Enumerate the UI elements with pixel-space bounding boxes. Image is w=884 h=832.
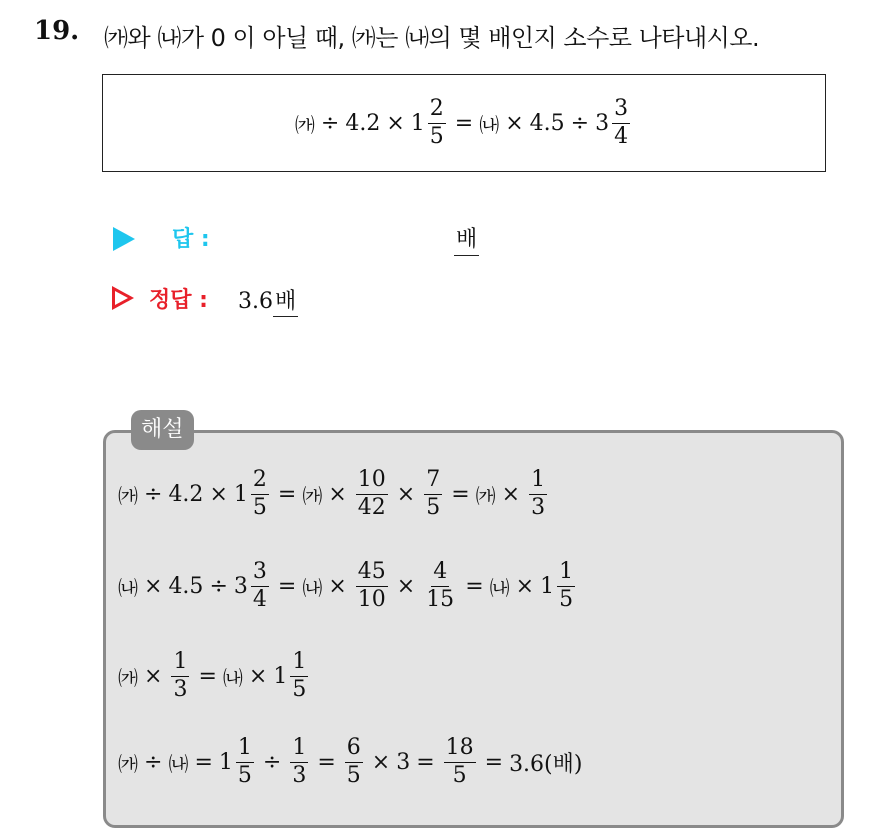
denominator: 3: [173, 676, 188, 702]
times-sign: ×: [371, 749, 391, 775]
mixed-whole: 1: [233, 481, 248, 507]
times-sign: ×: [501, 481, 521, 507]
fraction: [290, 650, 308, 701]
denominator: 5: [559, 586, 574, 612]
equals-sign: =: [465, 573, 484, 599]
denominator: 10: [357, 586, 386, 612]
number: 4.5: [168, 573, 204, 599]
equals-sign: =: [194, 749, 213, 775]
mixed-whole: 1: [218, 749, 233, 775]
denominator: 4: [252, 586, 267, 612]
question-text: ㈎와 ㈏가 0 이 아닐 때, ㈎는 ㈏의 몇 배인지 소수로 나타내시오.: [104, 24, 760, 52]
number: 4.2: [168, 481, 204, 507]
given-equation: [103, 75, 825, 171]
na-symbol: ㈏: [168, 751, 189, 776]
denominator: 5: [252, 494, 267, 520]
ga-symbol: ㈎: [475, 483, 496, 508]
denominator: 5: [292, 676, 307, 702]
numerator: 45: [356, 560, 388, 586]
equals-sign: =: [451, 481, 470, 507]
divide-sign: ÷: [144, 749, 163, 775]
correct-arrow-icon-inner: [115, 291, 128, 305]
number: 3: [396, 749, 411, 775]
number: 4.2: [345, 110, 381, 136]
ga-symbol: ㈎: [118, 483, 138, 508]
na-symbol: ㈏: [222, 665, 243, 690]
solution-line-2: [118, 556, 578, 616]
fraction: [356, 560, 388, 611]
numerator: 1: [290, 736, 308, 762]
denominator: 15: [426, 586, 455, 612]
fraction: [424, 560, 456, 611]
numerator: 18: [444, 736, 476, 762]
solution-line-1: [118, 464, 550, 524]
equals-sign: =: [277, 573, 297, 599]
numerator: 10: [356, 468, 388, 494]
denominator: 5: [346, 762, 361, 788]
denominator: 3: [531, 494, 546, 520]
correct-value: 3.6: [238, 289, 273, 314]
correct-answer: [238, 284, 298, 315]
na-symbol: ㈏: [479, 112, 500, 137]
times-sign: ×: [248, 663, 268, 689]
na-symbol: ㈏: [118, 575, 138, 600]
na-symbol: ㈏: [489, 575, 510, 600]
fraction: [290, 736, 308, 787]
numerator: 2: [428, 97, 446, 123]
fraction: [251, 468, 269, 519]
numerator: 2: [251, 468, 269, 494]
final-result: 3.6(배): [509, 751, 583, 777]
divide-sign: ÷: [320, 110, 340, 136]
divide-sign: ÷: [570, 110, 590, 136]
solution-line-3: [118, 646, 311, 706]
ga-symbol: ㈎: [118, 665, 138, 690]
mixed-whole: 1: [540, 573, 555, 599]
fraction: [612, 97, 630, 148]
fraction: [356, 468, 388, 519]
times-sign: ×: [144, 663, 163, 689]
fraction: [251, 560, 269, 611]
denominator: 5: [426, 494, 441, 520]
na-symbol: ㈏: [302, 575, 323, 600]
number: 4.5: [529, 110, 565, 136]
fraction: [444, 736, 476, 787]
fraction: [236, 736, 254, 787]
correct-unit: 배: [273, 289, 298, 317]
numerator: 1: [557, 560, 575, 586]
times-sign: ×: [396, 481, 416, 507]
numerator: 3: [251, 560, 269, 586]
denominator: 42: [357, 494, 386, 520]
equals-sign: =: [454, 110, 474, 136]
numerator: 3: [612, 97, 630, 123]
mixed-whole: 1: [273, 663, 288, 689]
ga-symbol: ㈎: [118, 751, 138, 776]
equals-sign: =: [317, 749, 336, 775]
divide-sign: ÷: [144, 481, 163, 507]
correct-label: 정답 :: [149, 288, 208, 313]
mixed-whole: 3: [595, 110, 610, 136]
denominator: 3: [292, 762, 307, 788]
ga-symbol: ㈎: [294, 112, 315, 137]
denominator: 4: [614, 123, 629, 149]
times-sign: ×: [396, 573, 416, 599]
solution-line-4: [118, 732, 582, 792]
solution-tab: 해설: [131, 410, 194, 450]
equals-sign: =: [416, 749, 435, 775]
numerator: 1: [236, 736, 254, 762]
ga-symbol: ㈎: [302, 483, 323, 508]
times-sign: ×: [144, 573, 163, 599]
numerator: 6: [345, 736, 363, 762]
equals-sign: =: [277, 481, 297, 507]
times-sign: ×: [515, 573, 535, 599]
fraction: [171, 650, 189, 701]
times-sign: ×: [209, 481, 228, 507]
answer-arrow-icon: [113, 227, 135, 251]
times-sign: ×: [386, 110, 405, 136]
equals-sign: =: [198, 663, 217, 689]
divide-sign: ÷: [262, 749, 282, 775]
numerator: 7: [424, 468, 442, 494]
denominator: 5: [237, 762, 252, 788]
fraction: [428, 97, 446, 148]
times-sign: ×: [328, 481, 347, 507]
fraction: [529, 468, 547, 519]
denominator: 5: [452, 762, 467, 788]
numerator: 1: [171, 650, 189, 676]
fraction: [345, 736, 363, 787]
denominator: 5: [429, 123, 444, 149]
mixed-whole: 1: [410, 110, 425, 136]
fraction: [424, 468, 442, 519]
times-sign: ×: [328, 573, 347, 599]
numerator: 1: [529, 468, 547, 494]
answer-label: 답 :: [172, 227, 210, 252]
mixed-whole: 3: [233, 573, 248, 599]
divide-sign: ÷: [209, 573, 228, 599]
question-number: 19.: [34, 16, 80, 46]
equals-sign: =: [484, 749, 504, 775]
formula-box: [102, 74, 826, 172]
fraction: [557, 560, 575, 611]
numerator: 1: [290, 650, 308, 676]
times-sign: ×: [505, 110, 524, 136]
answer-blank-unit[interactable]: 배: [454, 222, 479, 256]
numerator: 4: [431, 560, 449, 586]
